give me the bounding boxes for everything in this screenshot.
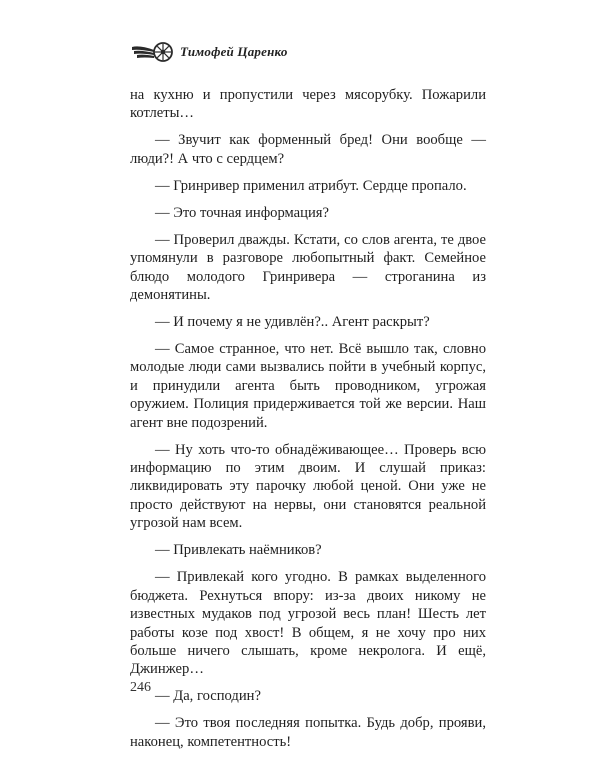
paragraph: — Гринривер применил атрибут. Сердце пропало. [155,177,467,194]
body-text [130,86,486,760]
paragraph: — Ну хоть что-то обнадёживающее… Проверь всю информацию по этим двоим. И слушай приказ: ликвидировать эту парочку любой ценой. Они уже не просто действуют на нервы, они становятся реальной угрозой нам всем. [130,441,486,532]
paragraph: — Привлекай кого угодно. В рамках выделенного бюджета. Рехнуться впору: из-за двоих никому не известных мудаков под угрозой весь план! Шесть лет работы козе под хвост! В общем, я не хочу про них больше ничего слышать, кроме некролога. И ещё, Джинжер… [130,569,486,678]
paragraph: — Проверил дважды. Кстати, со слов агента, те двое упомянули в разговоре любопытный факт. Семейное блюдо молодого Гринривера — строганина из демонятины. [130,231,486,304]
paragraph: — Это твоя последняя попытка. Будь добр, прояви, наконец, компетентность! [130,715,486,750]
paragraph: — Звучит как форменный бред! Они вообще — люди?! А что с сердцем? [130,132,486,167]
winged-wheel-icon [130,41,174,63]
paragraph: — Да, господин? [155,688,261,705]
page-number: 246 [130,680,151,695]
paragraph: — И почему я не удивлён?.. Агент раскрыт? [155,314,430,331]
paragraph: — Привлекать наёмников? [155,542,322,559]
paragraph: на кухню и пропустили через мясорубку. Пожарили котлеты… [130,87,486,122]
paragraph: — Это точная информация? [155,204,329,221]
running-header [130,40,288,64]
author-name: Тимофей Царенко [180,44,288,59]
paragraph: — Самое странное, что нет. Всё вышло так, словно молодые люди сами вызвались пойти в учебный корпус, и принудили агента быть проводником, угрожая оружием. Полиция придерживается той же версии. Наш агент вне подозрений. [130,341,486,431]
